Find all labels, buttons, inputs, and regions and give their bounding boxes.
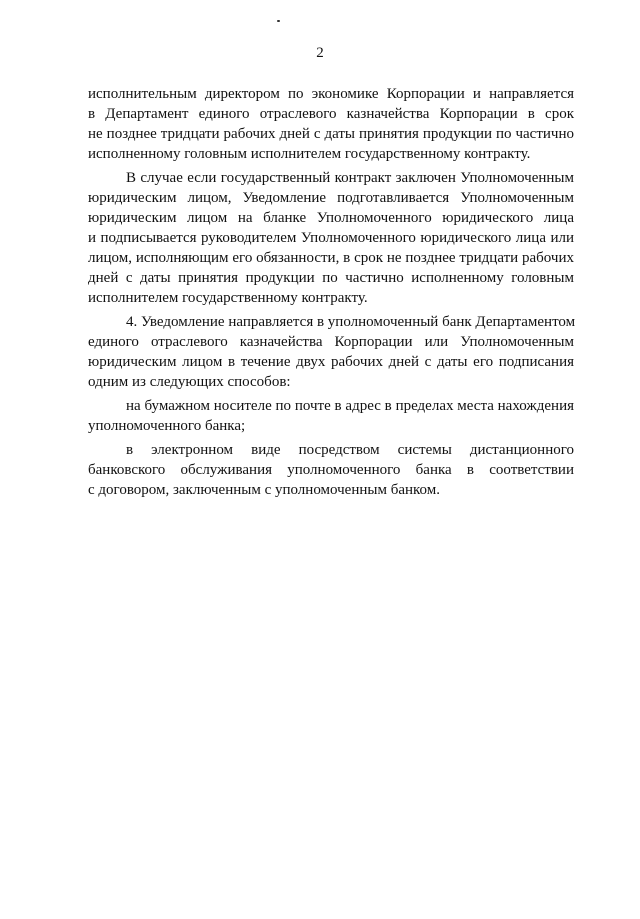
paragraph-continuation: [88, 84, 574, 164]
text-line: юридическим лицом в течение двух рабочих дней с даты его подписания: [88, 354, 574, 370]
document-body: [88, 84, 574, 500]
text-line: одним из следующих способов:: [88, 374, 291, 390]
text-line: банковского обслуживания уполномоченного банка в соответствии: [88, 462, 574, 478]
paragraph-electronic-method: [88, 440, 574, 500]
text-line: на бумажном носителе по почте в адрес в пределах места нахождения: [126, 398, 574, 414]
text-line: с договором, заключенным с уполномоченным банком.: [88, 482, 441, 498]
paragraph-paper-method: [88, 396, 574, 436]
text-line: 4. Уведомление направляется в уполномоченный банк Департаментом: [126, 314, 576, 330]
paragraph-item-4: [88, 312, 574, 392]
text-line: юридическим лицом, Уведомление подготавливается Уполномоченным: [88, 190, 574, 206]
scan-artifact-dot: [277, 20, 280, 22]
text-line: исполнителем государственному контракту.: [88, 290, 368, 306]
text-line: исполненному головным исполнителем государственному контракту.: [88, 146, 531, 162]
text-line: дней с даты принятия продукции по частично исполненному головным: [88, 270, 574, 286]
text-line: в электронном виде посредством системы дистанционного: [126, 442, 574, 458]
text-line: в Департамент единого отраслевого казначейства Корпорации в срок: [88, 106, 574, 122]
text-line: не позднее тридцати рабочих дней с даты принятия продукции по частично: [88, 126, 574, 142]
paragraph-authorized-entity: [88, 168, 574, 308]
text-line: юридическим лицом на бланке Уполномоченного юридического лица: [88, 210, 574, 226]
page-number: 2: [316, 45, 324, 61]
text-line: исполнительным директором по экономике Корпорации и направляется: [88, 86, 574, 102]
text-line: лицом, исполняющим его обязанности, в срок не позднее тридцати рабочих: [88, 250, 574, 266]
text-line: единого отраслевого казначейства Корпорации или Уполномоченным: [88, 334, 574, 350]
text-line: В случае если государственный контракт заключен Уполномоченным: [126, 170, 574, 186]
text-line: и подписывается руководителем Уполномоченного юридического лица или: [88, 230, 574, 246]
text-line: уполномоченного банка;: [88, 418, 246, 434]
